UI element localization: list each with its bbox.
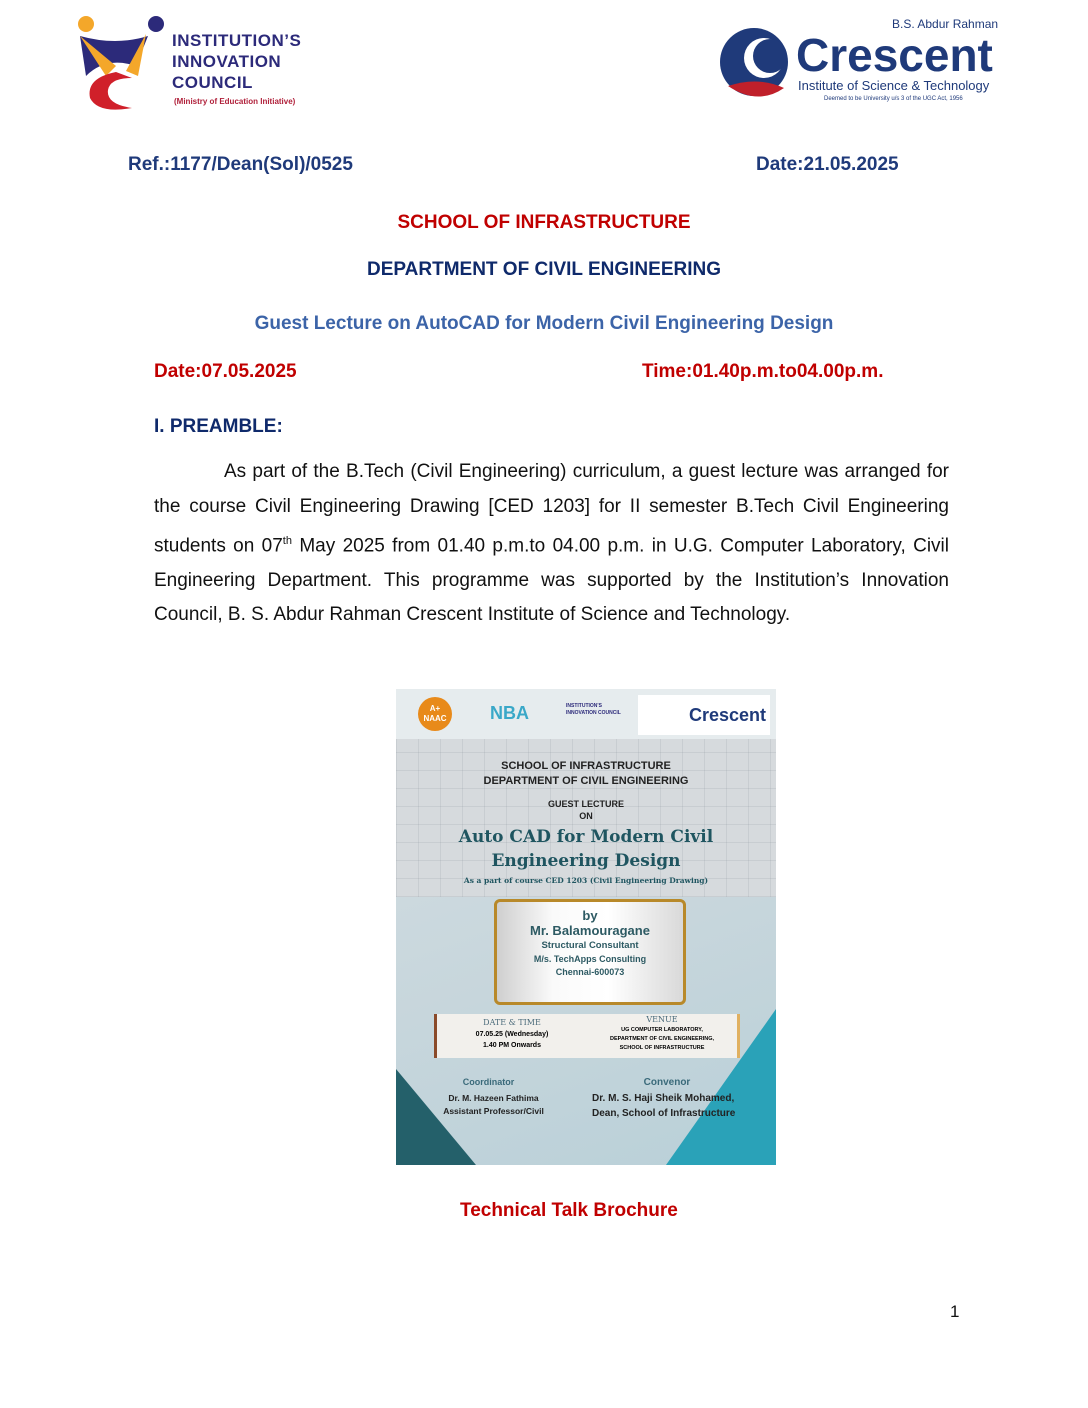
brochure-image bbox=[396, 689, 776, 1165]
crescent-small-logo: Crescent bbox=[638, 695, 770, 735]
brochure-title-line2: Engineering Design bbox=[491, 851, 681, 871]
brochure-guest-lecture: GUEST LECTURE bbox=[547, 799, 624, 809]
convenor-name: Dr. M. S. Haji Sheik Mohamed, bbox=[592, 1093, 735, 1104]
naac-logo: A+ NAAC bbox=[418, 697, 452, 731]
school-heading: SCHOOL OF INFRASTRUCTURE bbox=[397, 212, 691, 233]
brochure-course: As a part of course CED 1203 (Civil Engineering Drawing) bbox=[463, 876, 709, 885]
convenor-role: Dean, School of Infrastructure bbox=[592, 1108, 736, 1119]
brochure-department: DEPARTMENT OF CIVIL ENGINEERING bbox=[483, 775, 689, 787]
event-title: Guest Lecture on AutoCAD for Modern Civil Engineering Design bbox=[254, 313, 834, 334]
event-date: Date:07.05.2025 bbox=[154, 361, 297, 382]
convenor-label: Convenor bbox=[643, 1077, 691, 1088]
figure-caption: Technical Talk Brochure bbox=[460, 1200, 678, 1221]
iic-logo-text: INSTITUTION’S INNOVATION COUNCIL bbox=[172, 31, 302, 92]
brochure-title-line1: Auto CAD for Modern Civil bbox=[458, 827, 714, 847]
page-number: 1 bbox=[950, 1302, 960, 1321]
preamble-paragraph: As part of the B.Tech (Civil Engineering) curriculum, a guest lecture was arranged for the course Civil Engineering Drawing [CED 1203] for II semester B.Tech Civil Engineering students on 07th May 2025 from 01.40 p.m.to 04.00 p.m. in U.G. Computer Laboratory, Civil Engineering Department. This programme was supported by the Institution’s Innovation Council, B. S. Abdur Rahman Crescent Institute of Science and Technology. bbox=[154, 461, 949, 626]
brochure-school: SCHOOL OF INFRASTRUCTURE bbox=[501, 760, 671, 772]
date-venue-box: DATE & TIME 07.05.25 (Wednesday) 1.40 PM Onwards VENUE UG COMPUTER LABORATORY, DEPARTMENT OF CIVIL ENGINEERING, SCHOOL OF INFRASTRUCTURE bbox=[434, 1014, 740, 1058]
coordinator-role: Assistant Professor/Civil bbox=[443, 1106, 544, 1116]
letter-date: Date:21.05.2025 bbox=[756, 154, 899, 175]
iic-small-logo: INSTITUTION'S INNOVATION COUNCIL bbox=[566, 703, 621, 716]
nba-logo: NBA bbox=[490, 703, 529, 723]
reference-number: Ref.:1177/Dean(Sol)/0525 bbox=[128, 154, 353, 175]
brochure-on: ON bbox=[579, 811, 593, 821]
coordinator-label: Coordinator bbox=[462, 1077, 515, 1087]
iic-logo-subtitle: (Ministry of Education Initiative) bbox=[174, 97, 296, 106]
crescent-logo: B.S. Abdur Rahman Crescent Institute of Science & Technology Deemed to be University u/s 3 of the UGC Act, 1956 bbox=[718, 18, 1018, 108]
event-time: Time:01.40p.m.to04.00p.m. bbox=[642, 361, 884, 382]
coordinator-name: Dr. M. Hazeen Fathima bbox=[448, 1093, 539, 1103]
section-heading: I. PREAMBLE: bbox=[154, 416, 283, 437]
department-heading: DEPARTMENT OF CIVIL ENGINEERING bbox=[367, 259, 721, 280]
speaker-scroll: by Mr. Balamouragane Structural Consultant M/s. TechApps Consulting Chennai-600073 bbox=[494, 899, 686, 1005]
